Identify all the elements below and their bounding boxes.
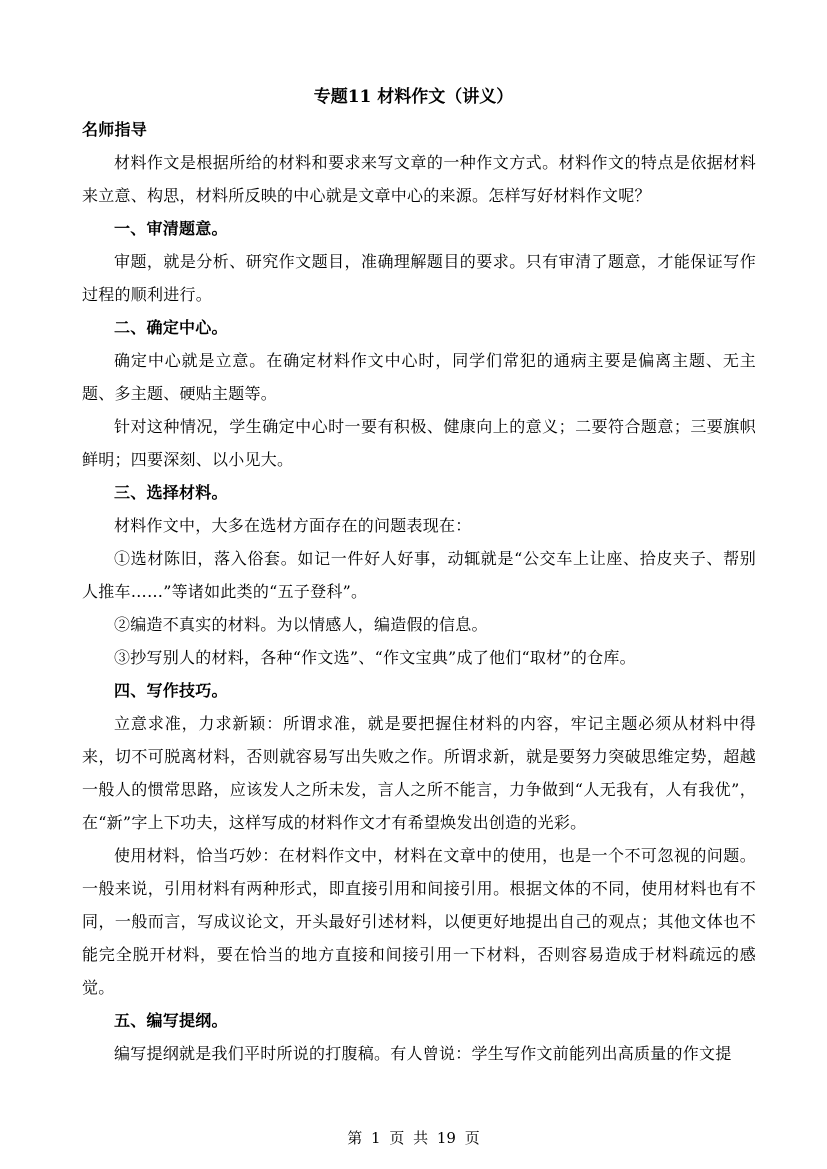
list-item: ②编造不真实的材料。为以情感人，编造假的信息。 bbox=[114, 615, 488, 634]
page-footer: 第 1 页 共 19 页 bbox=[347, 1129, 480, 1147]
heading-3: 三、选择材料。 bbox=[114, 483, 228, 502]
heading-1: 一、审清题意。 bbox=[114, 219, 228, 238]
paragraph: 审题，就是分析、研究作文题目，准确理解题目的要求。只有审清了题意，才能保证写作过程的顺利进行。 bbox=[82, 252, 756, 304]
document-body bbox=[82, 113, 756, 1070]
heading-4: 四、写作技巧。 bbox=[114, 681, 228, 700]
heading-2: 二、确定中心。 bbox=[114, 318, 228, 337]
paragraph: 确定中心就是立意。在确定材料作文中心时，同学们常犯的通病主要是偏离主题、无主题、多主题、硬贴主题等。 bbox=[82, 351, 756, 403]
document-title: 专题11 材料作文（讲义） bbox=[313, 87, 514, 107]
list-item: ①选材陈旧，落入俗套。如记一件好人好事，动辄就是“公交车上让座、拾皮夹子、帮别人推车……”等诸如此类的“五子登科”。 bbox=[82, 549, 756, 601]
paragraph: 使用材料，恰当巧妙：在材料作文中，材料在文章中的使用，也是一个不可忽视的问题。一般来说，引用材料有两种形式，即直接引用和间接引用。根据文体的不同，使用材料也有不同，一般而言，写成议论文，开头最好引述材料，以便更好地提出自己的观点；其他文体也不能完全脱开材料，要在恰当的地方直接和间接引用一下材料，否则容易造成于材料疏远的感觉。 bbox=[82, 846, 756, 997]
paragraph: 立意求准，力求新颖：所谓求准，就是要把握住材料的内容，牢记主题必须从材料中得来，切不可脱离材料，否则就容易写出失败之作。所谓求新，就是要努力突破思维定势，超越一般人的惯常思路，应该发人之所未发，言人之所不能言，力争做到“人无我有，人有我优”，在“新”字上下功夫，这样写成的材料作文才有希望焕发出创造的光彩。 bbox=[82, 714, 756, 832]
paragraph: 针对这种情况，学生确定中心时一要有积极、健康向上的意义；二要符合题意；三要旗帜鲜明；四要深刻、以小见大。 bbox=[82, 417, 756, 469]
heading-5: 五、编写提纲。 bbox=[114, 1011, 228, 1030]
paragraph: 编写提纲就是我们平时所说的打腹稿。有人曾说：学生写作文前能列出高质量的作文提 bbox=[114, 1044, 732, 1063]
list-item: ③抄写别人的材料，各种“作文选”、“作文宝典”成了他们“取材”的仓库。 bbox=[114, 648, 636, 667]
paragraph-intro: 材料作文是根据所给的材料和要求来写文章的一种作文方式。材料作文的特点是依据材料来立意、构思，材料所反映的中心就是文章中心的来源。怎样写好材料作文呢？ bbox=[82, 153, 756, 205]
section-heading: 名师指导 bbox=[82, 120, 148, 139]
paragraph: 材料作文中，大多在选材方面存在的问题表现在： bbox=[114, 516, 472, 535]
